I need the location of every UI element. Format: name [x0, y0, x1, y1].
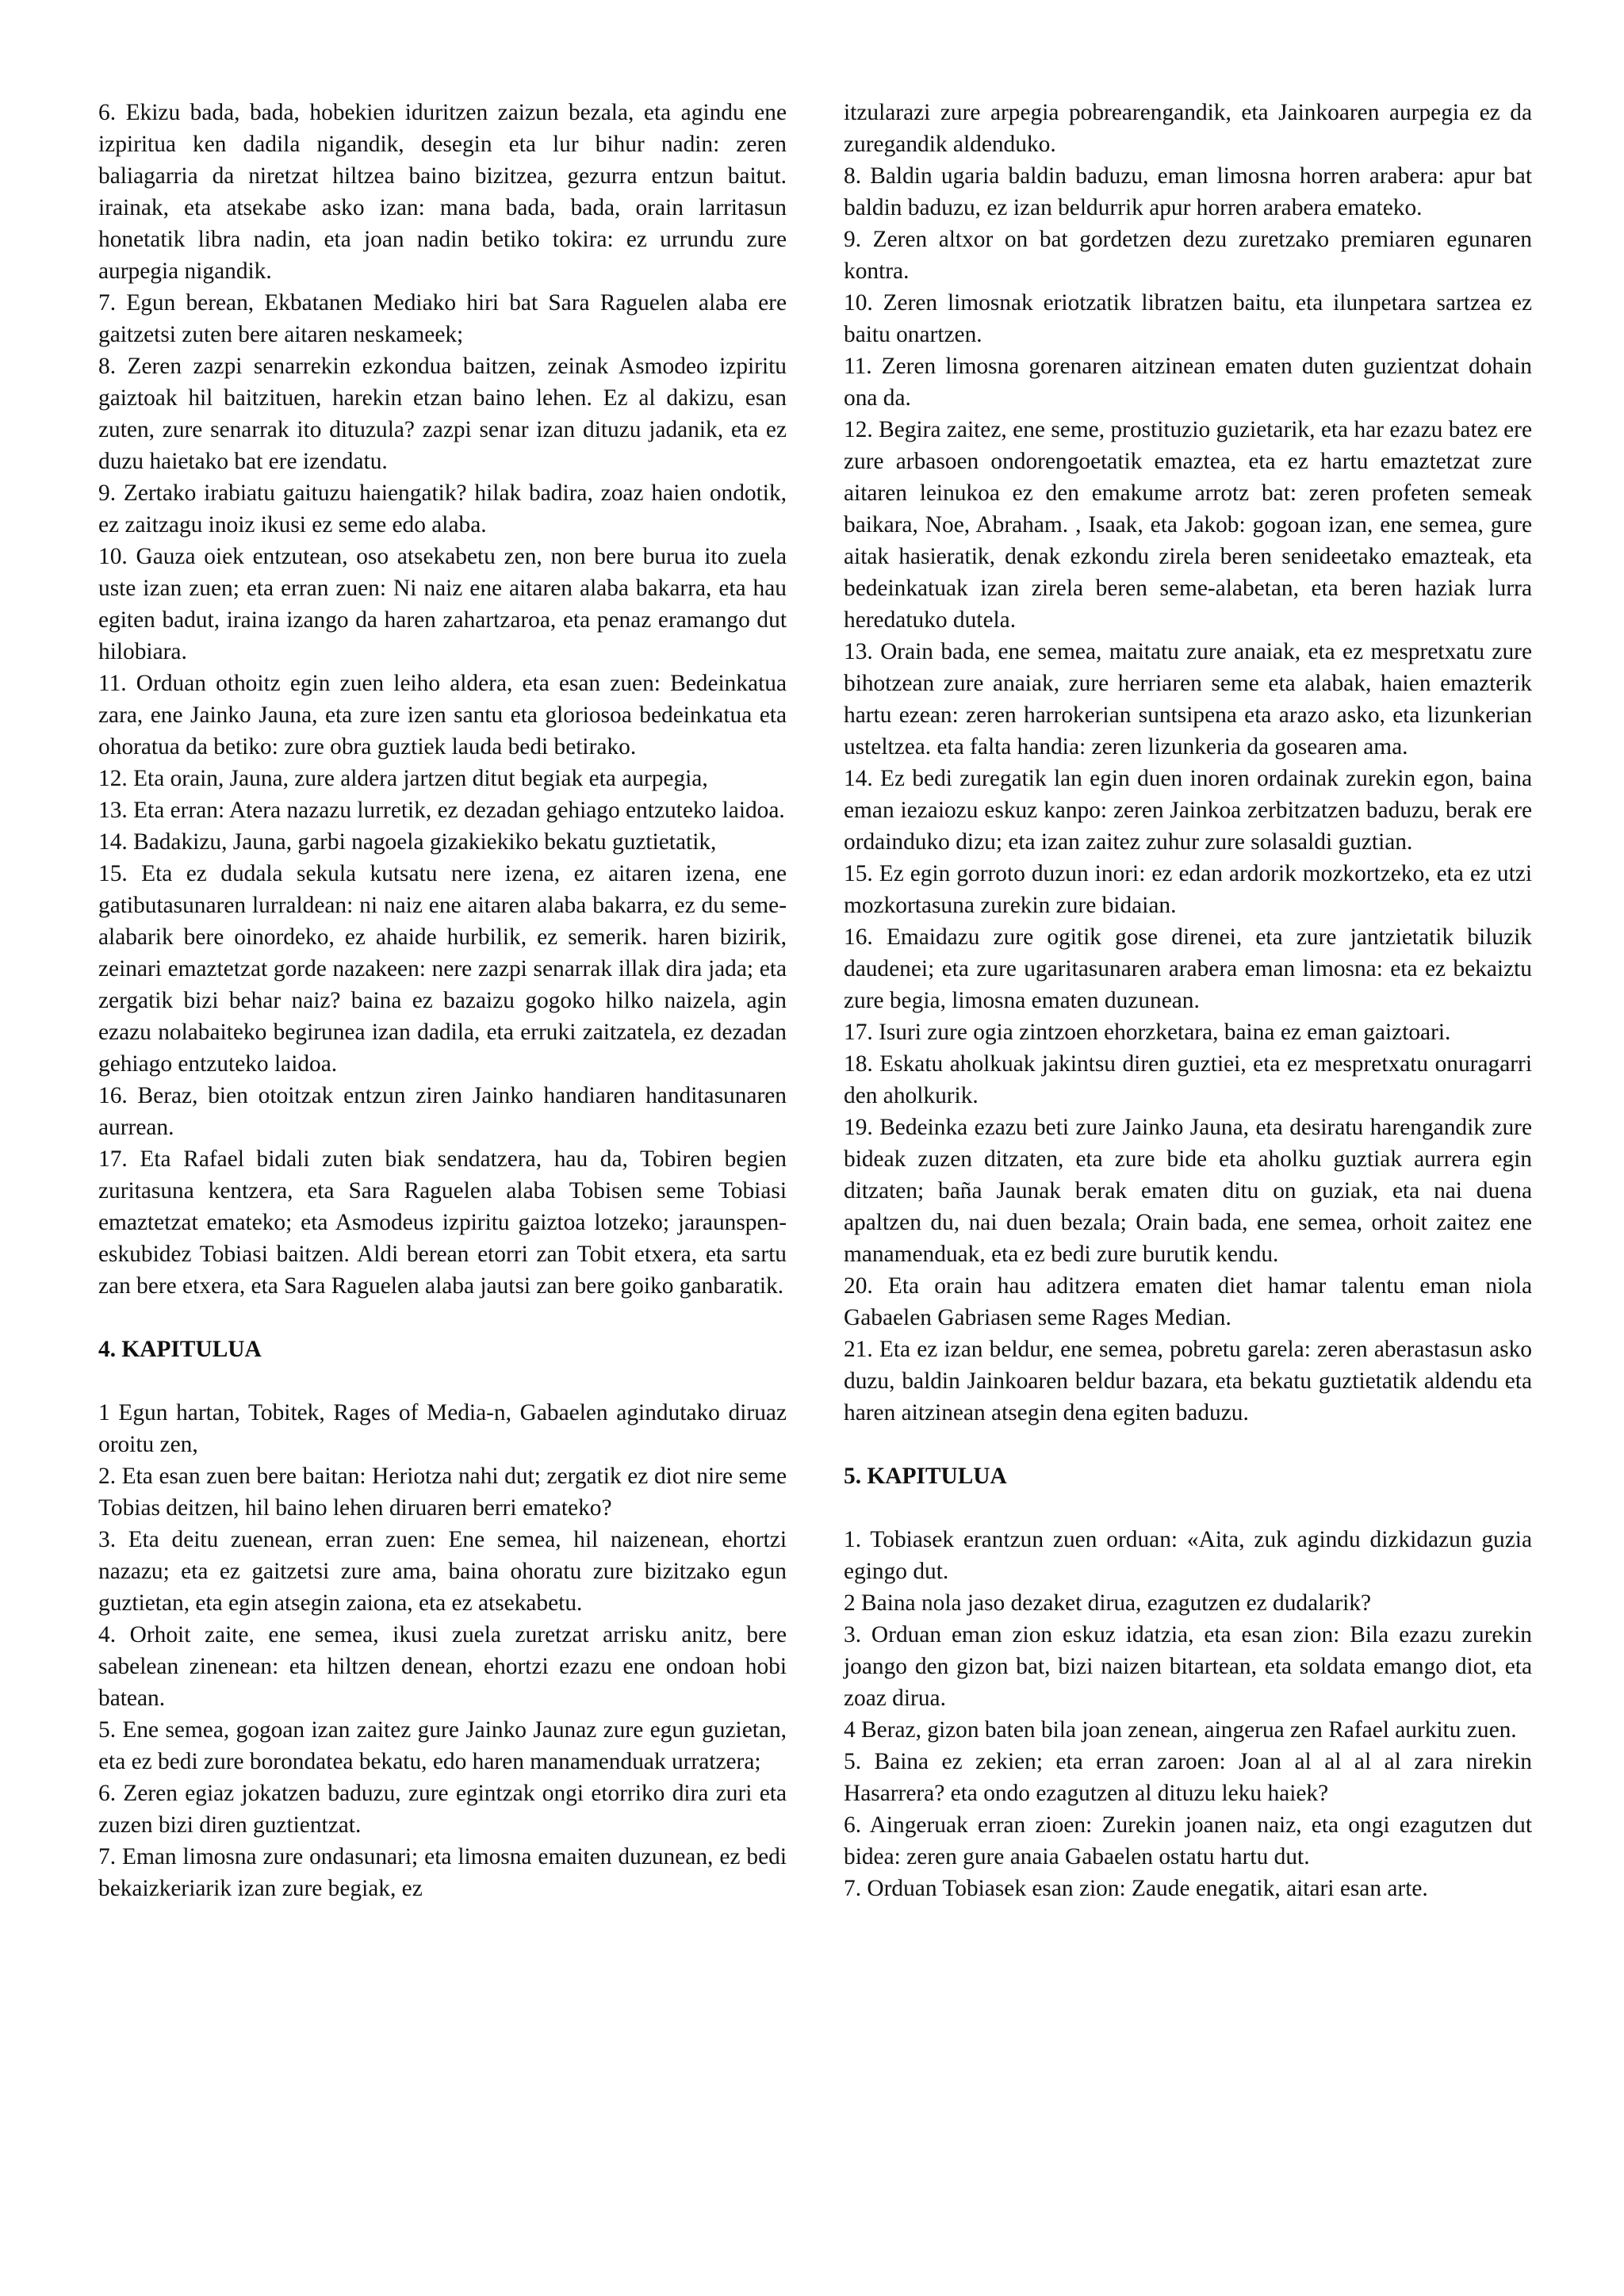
verse-4-21: 21. Eta ez izan beldur, ene semea, pobretu garela: zeren aberastasun asko duzu, baldin Jainkoaren beldur bazara, eta bekatu guztietatik aldendu eta haren aitzinean atsegin dena egiten baduzu.: [844, 1337, 1532, 1425]
verse-3-12: 12. Eta orain, Jauna, zure aldera jartzen ditut begiak eta aurpegia,: [98, 766, 708, 791]
verse-3-11: 11. Orduan othoitz egin zuen leiho aldera, eta esan zuen: Bedeinkatua zara, ene Jainko Jauna, eta zure izen santu eta gloriosoa bedeinkatua eta ohoratua da betiko: zure obra guztiek lauda bedi betirako.: [98, 671, 787, 760]
verse-4-8: 8. Baldin ugaria baldin baduzu, eman limosna horren arabera: apur bat baldin baduzu, ez izan beldurrik apur horren arabera emateko.: [844, 163, 1532, 220]
verse-3-15: 15. Eta ez dudala sekula kutsatu nere izena, ez aitaren izena, ene gatibutasunaren lurraldean: ni naiz ene aitaren alaba bakarra, ez du seme-alabarik bere oinordeko, ez ahaide hurbilik, ez semerik. haren bizirik, zeinari emaztetzat gorde nazakeen: nere zazpi senarrak illak dira jada; eta zergatik bizi behar naiz? baina ez bazaizu gogoko hilko naizela, agin ezazu nolabaiteko begirunea izan dadila, eta erruki zaitzatela, ez dezadan gehiago entzuteko laidoa.: [98, 861, 787, 1077]
verse-5-4: 4 Beraz, gizon baten bila joan zenean, aingerua zen Rafael aurkitu zuen.: [844, 1717, 1517, 1743]
verse-3-13: 13. Eta erran: Atera nazazu lurretik, ez dezadan gehiago entzuteko laidoa.: [98, 798, 785, 823]
left-column: [98, 97, 787, 1904]
verse-3-17: 17. Eta Rafael bidali zuten biak sendatzera, hau da, Tobiren begien zuritasuna kentzera, eta Sara Raguelen alaba Tobisen seme Tobiasi emaztetzat emateko; eta Asmodeus izpiritu gaiztoa lotzeko; jaraunspen-eskubidez Tobiasi baitzen. Aldi berean etorri zan Tobit etxera, eta sartu zan bere etxera, eta Sara Raguelen alaba jautsi zan bere goiko ganbaratik.: [98, 1146, 787, 1299]
verse-4-14: 14. Ez bedi zuregatik lan egin duen inoren ordainak zurekin egon, baina eman iezaiozu eskuz kanpo: zeren Jainkoa zerbitzatzen baduzu, berak ere ordainduko dizu; eta izan zaitez zuhur zure solasaldi guztian.: [844, 766, 1532, 855]
verse-4-3: 3. Eta deitu zuenean, erran zuen: Ene semea, hil naizenean, ehortzi nazazu; eta ez gaitzetsi zure ama, baina ohoratu zure bizitzako egun guztietan, eta egin atsegin zaiona, eta ez atsekabetu.: [98, 1527, 787, 1616]
verse-4-5: 5. Ene semea, gogoan izan zaitez gure Jainko Jaunaz zure egun guzietan, eta ez bedi zure borondatea bekatu, edo haren manamenduak urratzera;: [98, 1717, 787, 1774]
verse-3-14: 14. Badakizu, Jauna, garbi nagoela gizakiekiko bekatu guztietatik,: [98, 829, 717, 855]
verse-4-15: 15. Ez egin gorroto duzun inori: ez edan ardorik mozkortzeko, eta ez utzi mozkortasuna zurekin zure bidaian.: [844, 861, 1532, 918]
verse-3-9: 9. Zertako irabiatu gaituzu haiengatik? hilak badira, zoaz haien ondotik, ez zaitzagu inoiz ikusi ez seme edo alaba.: [98, 480, 787, 538]
verse-3-8: 8. Zeren zazpi senarrekin ezkondua baitzen, zeinak Asmodeo izpiritu gaiztoak hil baitzituen, harekin etzan baino lehen. Ez al dakizu, esan zuten, zure senarrak ito dituzula? zazpi senar izan dituzu jadanik, eta ez duzu haietako bat ere izendatu.: [98, 354, 787, 474]
verse-5-5: 5. Baina ez zekien; eta erran zaroen: Joan al al al al zara nirekin Hasarrera? eta ondo ezagutzen al dituzu leku haiek?: [844, 1749, 1532, 1806]
verse-4-13: 13. Orain bada, ene semea, maitatu zure anaiak, eta ez mespretxatu zure bihotzean zure anaiak, zure herriaren seme eta alabak, haien emazterik hartu ezean: zeren harrokerian suntsipena eta arazo asko, eta lizunkerian usteltzea. eta falta handia: zeren lizunkeria da gosearen ama.: [844, 639, 1532, 760]
verse-3-6: 6. Ekizu bada, bada, hobekien iduritzen zaizun bezala, eta agindu ene izpiritua ken dadila nigandik, desegin eta lur bihur nadin: zeren baliagarria da niretzat hiltzea baino bizitzea, gezurra entzun baitut. irainak, eta atsekabe asko izan: mana bada, bada, orain larritasun honetatik libra nadin, eta joan nadin betiko tokira: ez urrundu zure aurpegia nigandik.: [98, 100, 787, 284]
verse-4-6: 6. Zeren egiaz jokatzen baduzu, zure egintzak ongi etorriko dira zuri eta zuzen bizi diren guztientzat.: [98, 1781, 787, 1838]
verse-4-9: 9. Zeren altxor on bat gordetzen dezu zuretzako premiaren egunaren kontra.: [844, 227, 1532, 284]
verse-group-ch3: [98, 97, 787, 1302]
verse-5-7: 7. Orduan Tobiasek esan zion: Zaude enegatik, aitari esan arte.: [844, 1876, 1428, 1901]
verse-4-12: 12. Begira zaitez, ene seme, prostituzio guzietarik, eta har ezazu batez ere zure arbasoen ondorengoetatik emaztea, eta ez hartu emaztetzat zure aitaren leinukoa ez den emakume arrotz bat: zeren profeten semeak baikara, Noe, Abraham. , Isaak, eta Jakob: gogoan izan, ene semea, gure aitak hasieratik, denak ezkondu zirela beren senideetako emazteak, eta bedeinkatuak izan zirela beren seme-alabetan, eta beren haziak lurra heredatuko dutela.: [844, 417, 1532, 633]
verse-5-1: 1. Tobiasek erantzun zuen orduan: «Aita, zuk agindu dizkidazun guzia egingo dut.: [844, 1527, 1532, 1584]
verse-group-ch4: [98, 1397, 787, 1904]
verse-5-6: 6. Aingeruak erran zioen: Zurekin joanen naiz, eta ongi ezagutzen dut bidea: zeren gure anaia Gabaelen ostatu hartu dut.: [844, 1812, 1532, 1869]
verse-3-7: 7. Egun berean, Ekbatanen Mediako hiri bat Sara Raguelen alaba ere gaitzetsi zuten bere aitaren neskameek;: [98, 290, 787, 347]
verse-group-ch5: [844, 1524, 1532, 1904]
verse-4-20: 20. Eta orain hau aditzera ematen diet hamar talentu eman niola Gabaelen Gabriasen seme Rages Median.: [844, 1273, 1532, 1330]
verse-4-17: 17. Isuri zure ogia zintzoen ehorzketara, baina ez eman gaiztoari.: [844, 1020, 1451, 1045]
chapter-heading-5: 5. KAPITULUA: [844, 1464, 1007, 1489]
verse-5-2: 2 Baina nola jaso dezaket dirua, ezagutzen ez dudalarik?: [844, 1590, 1372, 1616]
verse-4-19: 19. Bedeinka ezazu beti zure Jainko Jauna, eta desiratu harengandik zure bideak zuzen ditzaten, eta zure bide eta aholku guztiak aurrera egin ditzaten; baña Jaunak berak ematen ditu on guziak, eta nai duena apaltzen du, nai duen bezala; Orain bada, ene semea, orhoit zaitez ene manamenduak, eta ez bedi zure burutik kendu.: [844, 1115, 1532, 1267]
chapter-heading-4: 4. KAPITULUA: [98, 1337, 262, 1362]
verse-4-1: 1 Egun hartan, Tobitek, Rages of Media-n, Gabaelen agindutako diruaz oroitu zen,: [98, 1400, 787, 1457]
verse-4-10: 10. Zeren limosnak eriotzatik libratzen baitu, eta ilunpetara sartzea ez baitu onartzen.: [844, 290, 1532, 347]
verse-4-16: 16. Emaidazu zure ogitik gose direnei, eta zure jantzietatik biluzik daudenei; eta zure ugaritasunaren arabera eman limosna: eta ez bekaiztu zure begia, limosna ematen duzunean.: [844, 924, 1532, 1013]
verse-5-3: 3. Orduan eman zion eskuz idatzia, eta esan zion: Bila ezazu zurekin joango den gizon bat, bizi naizen bitartean, eta soldata emango diot, eta zoaz dirua.: [844, 1622, 1532, 1711]
right-column: [844, 97, 1532, 1904]
verse-group-ch4-cont: [844, 97, 1532, 1429]
verse-4-2: 2. Eta esan zuen bere baitan: Heriotza nahi dut; zergatik ez diot nire seme Tobias deitzen, hil baino lehen diruaren berri emateko?: [98, 1464, 787, 1521]
verse-4-7-cont: itzularazi zure arpegia pobrearengandik, eta Jainkoaren aurpegia ez da zuregandik aldenduko.: [844, 100, 1532, 157]
verse-4-18: 18. Eskatu aholkuak jakintsu diren guztiei, eta ez mespretxatu onuragarri den aholkurik.: [844, 1051, 1532, 1108]
verse-3-16: 16. Beraz, bien otoitzak entzun ziren Jainko handiaren handitasunaren aurrean.: [98, 1083, 787, 1140]
verse-4-4: 4. Orhoit zaite, ene semea, ikusi zuela zuretzat arrisku anitz, bere sabelean zinenean: eta hiltzen denean, ehortzi ezazu ene ondoan hobi batean.: [98, 1622, 787, 1711]
verse-3-10: 10. Gauza oiek entzutean, oso atsekabetu zen, non bere burua ito zuela uste izan zuen; eta erran zuen: Ni naiz ene aitaren alaba bakarra, eta hau egiten badut, iraina izango da haren zahartzaroa, eta penaz eramango dut hilobiara.: [98, 544, 787, 664]
verse-4-7: 7. Eman limosna zure ondasunari; eta limosna emaiten duzunean, ez bedi bekaizkeriarik izan zure begiak, ez: [98, 1844, 787, 1901]
verse-4-11: 11. Zeren limosna gorenaren aitzinean ematen duten guzientzat dohain ona da.: [844, 354, 1532, 411]
